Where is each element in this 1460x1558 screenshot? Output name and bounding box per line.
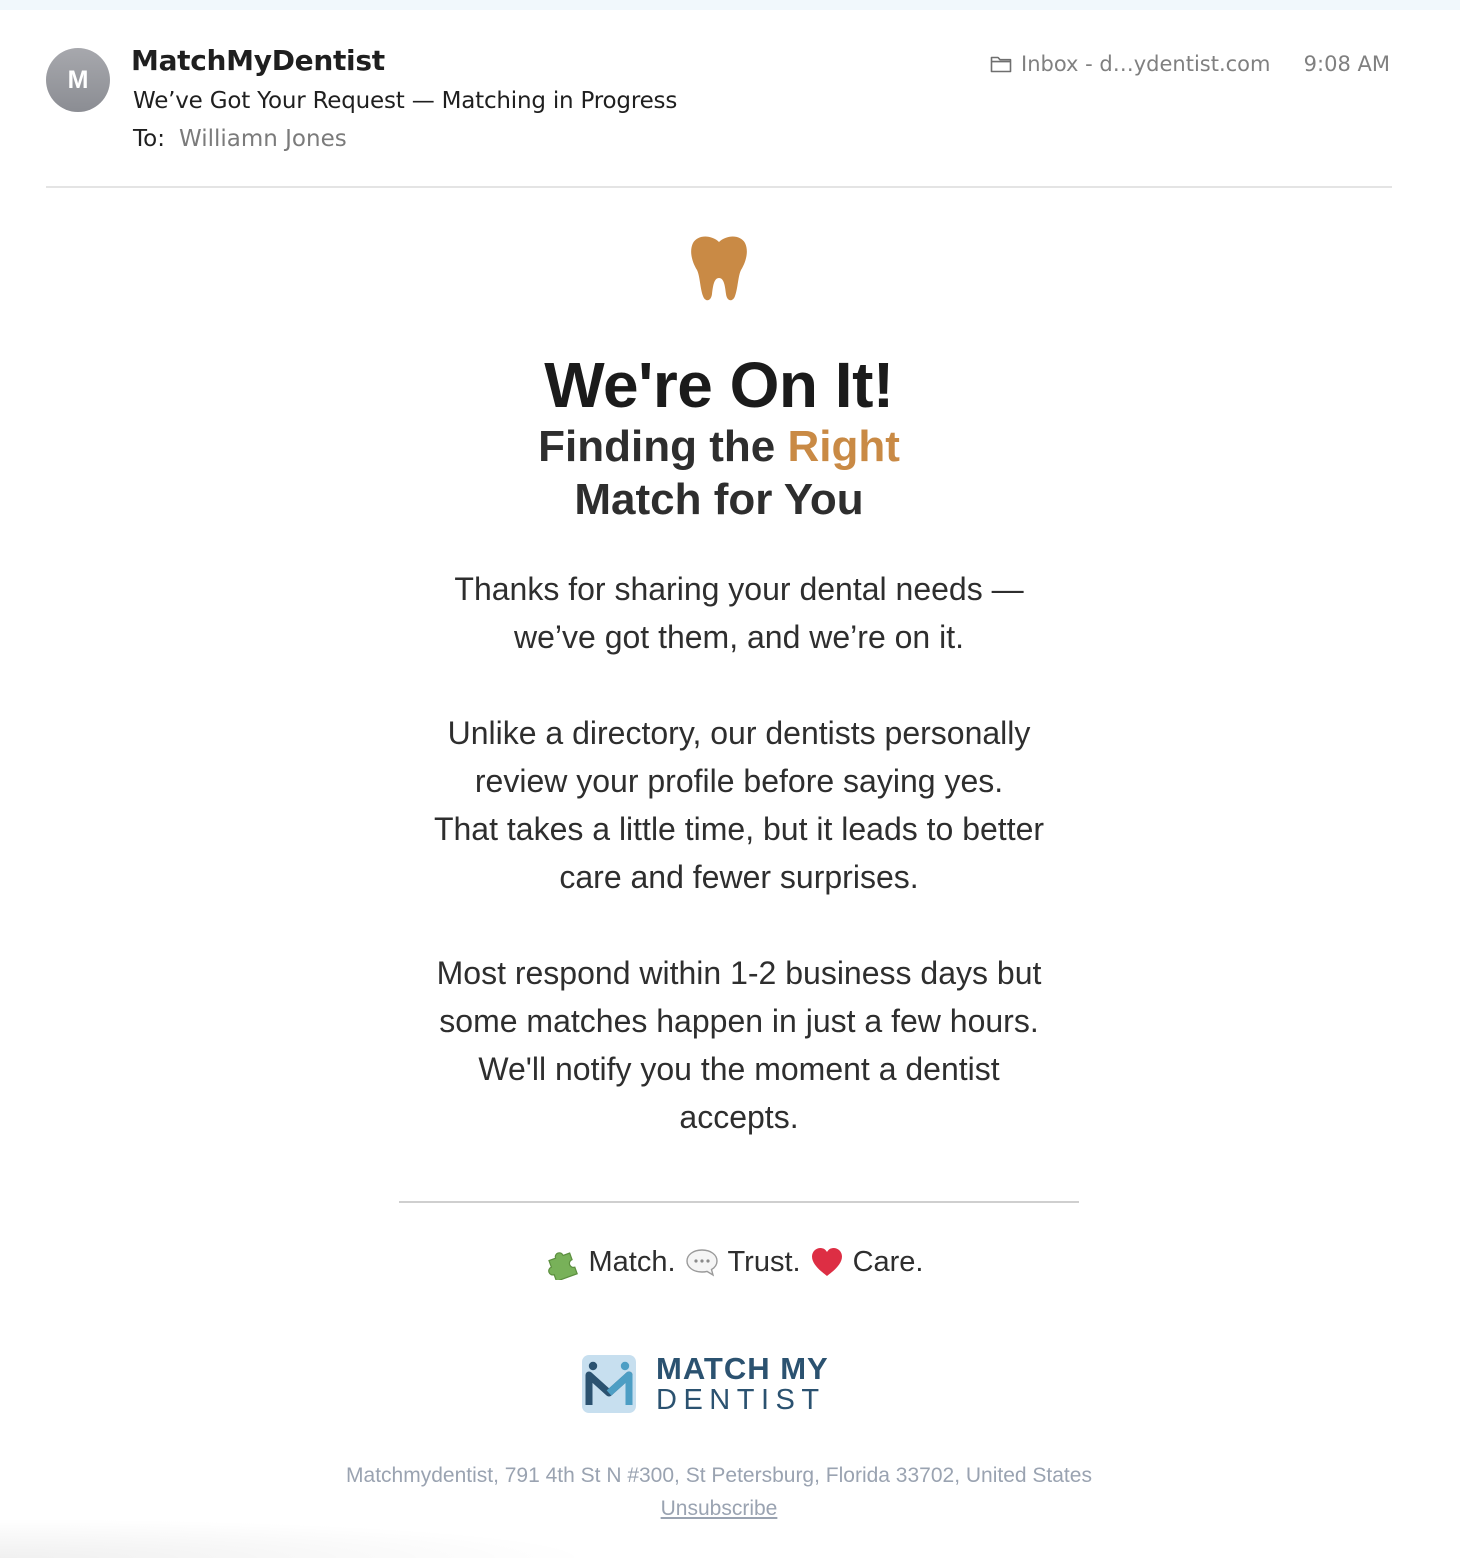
received-time: 9:08 AM	[1303, 52, 1390, 76]
text-line: care and fewer surprises.	[559, 859, 919, 895]
text-line: accepts.	[679, 1099, 799, 1135]
subhead-part2: Match for You	[574, 475, 864, 524]
sender-name[interactable]: MatchMyDentist	[131, 44, 385, 77]
subhead-accent: Right	[787, 422, 900, 471]
text-line: Unlike a directory, our dentists personally	[447, 715, 1031, 751]
text-line: That takes a little time, but it leads to better	[433, 811, 1045, 847]
logo-mark-icon	[580, 1353, 638, 1415]
email-header	[0, 0, 1460, 188]
brand-logo[interactable]	[580, 1352, 829, 1416]
mailbox-label: Inbox - d…ydentist.com	[1021, 52, 1271, 76]
text-line: Most respond within 1-2 business days but	[436, 955, 1042, 991]
tooth-icon	[690, 234, 748, 302]
body-divider	[399, 1201, 1079, 1203]
to-label: To:	[133, 126, 165, 152]
avatar: M	[46, 48, 110, 112]
folder-icon	[990, 55, 1012, 73]
speech-bubble-icon	[684, 1244, 720, 1280]
footer-address: Matchmydentist, 791 4th St N #300, St Petersburg, Florida 33702, United States	[346, 1464, 1092, 1487]
paragraph-response-time	[419, 949, 1059, 1141]
headline: We're On It!	[544, 349, 894, 421]
paragraph-directory	[419, 709, 1059, 901]
text-line: some matches happen in just a few hours.	[439, 1003, 1039, 1039]
tagline-match: Match.	[588, 1245, 676, 1278]
recipient-name[interactable]: Williamn Jones	[178, 126, 347, 152]
puzzle-icon	[545, 1244, 581, 1280]
tagline-trust: Trust.	[727, 1245, 801, 1278]
tagline-care: Care.	[852, 1245, 924, 1278]
mailbox-location[interactable]	[990, 52, 1270, 76]
tagline	[0, 1244, 1460, 1280]
text-line: review your profile before saying yes.	[474, 763, 1004, 799]
text-line: Thanks for sharing your dental needs —	[454, 571, 1024, 607]
subhead-part1: Finding the	[538, 422, 788, 471]
heart-icon	[809, 1244, 845, 1280]
logo-line2: DENTIST	[656, 1384, 826, 1416]
subheadline	[0, 420, 1438, 526]
email-subject: We’ve Got Your Request — Matching in Progress	[133, 88, 678, 114]
unsubscribe-link[interactable]: Unsubscribe	[660, 1497, 778, 1520]
bottom-shade	[0, 1518, 600, 1558]
text-line: We'll notify you the moment a dentist	[478, 1051, 1000, 1087]
paragraph-thanks	[419, 565, 1059, 661]
text-line: we’ve got them, and we’re on it.	[513, 619, 964, 655]
recipient-row	[133, 126, 347, 152]
logo-line1: MATCH MY	[656, 1351, 829, 1386]
header-divider	[46, 186, 1392, 188]
